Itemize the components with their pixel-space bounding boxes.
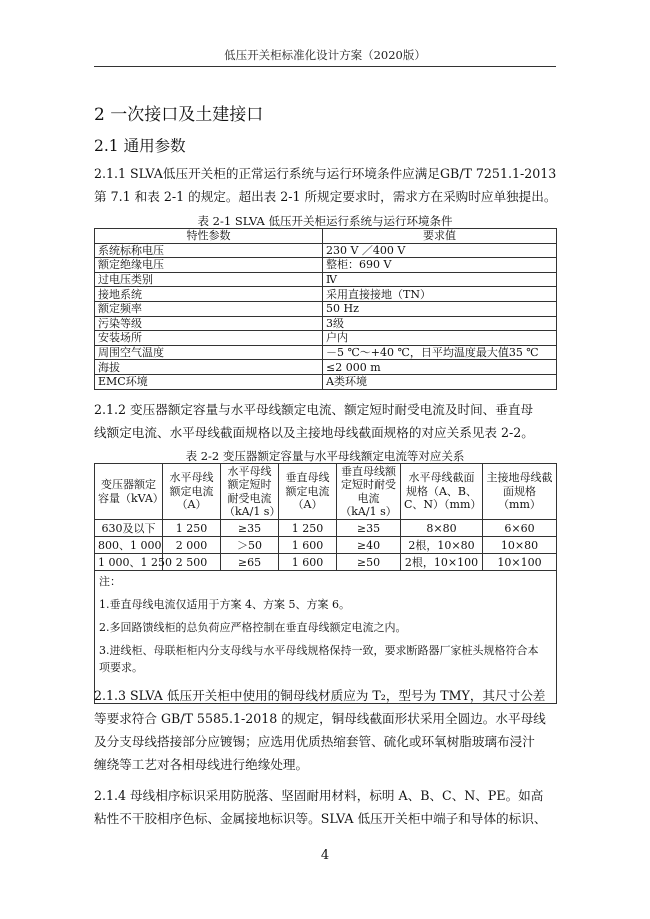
paragraph-line: 粘性不干胶相序色标、金属接地标识等。SLVA 低压开关柜中端子和导体的标识、 [94,811,547,826]
table-cell: 1 250 [279,520,337,537]
param-cell: 海拔 [95,360,323,375]
column-header: 水平母线截面规格（A、B、C、N）（mm） [401,464,483,520]
table-cell: 630及以下 [95,520,163,537]
table-cell: 800、1 000 [95,537,163,554]
table-cell: ＞50 [221,537,279,554]
table-cell: ≥40 [337,537,401,554]
table-row [95,272,557,287]
table-row [95,301,557,316]
running-header: 低压开关柜标准化设计方案（2020版） [224,48,426,62]
value-cell: 3级 [323,316,557,331]
table-cell: 2 000 [163,537,221,554]
paragraph-2-1-3 [94,684,556,776]
note-item: 3.进线柜、母联柜柜内分支母线与水平母线规格保持一致，要求断路器厂家桩头规格符合本 [99,644,539,657]
paragraph-line: 2.1.1 SLVA低压开关柜的正常运行系统与运行环境条件应满足GB/T 7251.1-2013 [94,166,557,181]
page-number: 4 [320,848,330,863]
table-cell: 2根，10×100 [401,554,483,571]
param-cell: EMC环境 [95,374,323,389]
table-row [95,554,557,571]
notes-label: 注： [99,575,121,588]
table2-caption: 表 2-2 变压器额定容量与水平母线额定电流等对应关系 [185,449,465,463]
param-cell: 系统标称电压 [95,243,323,258]
value-cell: 采用直接接地（TN） [323,287,557,302]
environment-table [94,228,557,390]
value-cell: 50 Hz [323,301,557,316]
paragraph-line: 2.1.3 SLVA 低压开关柜中使用的铜母线材质应为 T₂，型号为 TMY，其尺寸公差 [94,688,546,703]
column-header: 主接地母线截面规格（mm） [483,464,557,520]
value-cell: Ⅳ [323,272,557,287]
paragraph-line: 2.1.2 变压器额定容量与水平母线额定电流、额定短时耐受电流及时间、垂直母 [94,402,534,417]
column-header: 垂直母线额定电流（A） [279,464,337,520]
table-cell: 10×100 [483,554,557,571]
column-header: 要求值 [323,229,557,244]
table-row [95,520,557,537]
table-row [95,360,557,375]
table-header-row [95,464,557,520]
table-cell: 6×60 [483,520,557,537]
param-cell: 额定绝缘电压 [95,258,323,273]
column-header: 变压器额定容量（kVA） [95,464,163,520]
table-row [95,243,557,258]
paragraph-line: 等要求符合 GB/T 5585.1-2018 的规定，铜母线截面形状采用全圆边。水平母线 [94,711,546,726]
busbar-table [94,463,557,704]
column-header: 垂直母线额定短时耐受电流（kA/1 s） [337,464,401,520]
table-row [95,345,557,360]
paragraph-line: 2.1.4 母线相序标识采用防脱落、坚固耐用材料，标明 A、B、C、N、PE。如高 [94,788,544,803]
table1-caption: 表 2-1 SLVA 低压开关柜运行系统与运行环境条件 [197,214,453,228]
value-cell: ≤2 000 m [323,360,557,375]
param-cell: 周围空气温度 [95,345,323,360]
paragraph-2-1-4 [94,784,556,830]
paragraph-line: 缠绕等工艺对各相母线进行绝缘处理。 [94,757,309,772]
table-cell: ≥50 [337,554,401,571]
value-cell: 230 V ／400 V [323,243,557,258]
note-item: 项要求。 [99,661,143,674]
param-cell: 污染等级 [95,316,323,331]
value-cell: 户内 [323,331,557,346]
column-header: 水平母线额定电流（A） [163,464,221,520]
column-header: 水平母线额定短时耐受电流（kA/1 s） [221,464,279,520]
param-cell: 安装场所 [95,331,323,346]
param-cell: 接地系统 [95,287,323,302]
table-cell: 1 600 [279,554,337,571]
table-cell: 1 000、1 250 [95,554,163,571]
value-cell: －5 ℃～+40 ℃，日平均温度最大值35 ℃ [323,345,557,360]
table-cell: 1 250 [163,520,221,537]
table-row [95,287,557,302]
table-cell: ≥35 [221,520,279,537]
param-cell: 过电压类别 [95,272,323,287]
note-item: 1.垂直母线电流仅适用于方案 4、方案 5、方案 6。 [99,598,350,611]
param-cell: 额定频率 [95,301,323,316]
note-item: 2.多回路馈线柜的总负荷应严格控制在垂直母线额定电流之内。 [99,621,407,634]
section-heading: 2 一次接口及土建接口 [94,105,264,125]
table-cell: 10×80 [483,537,557,554]
table-cell: 1 600 [279,537,337,554]
column-header: 特性参数 [95,229,323,244]
table-cell: 2 500 [163,554,221,571]
table-header-row [95,229,557,244]
paragraph-line: 及分支母线搭接部分应镀锡；应选用优质热缩套管、硫化或环氧树脂玻璃布浸汁 [94,734,535,749]
table-row [95,374,557,389]
paragraph-line: 第 7.1 和表 2-1 的规定。超出表 2-1 所规定要求时，需求方在采购时应单独提出。 [94,189,557,204]
table-row [95,331,557,346]
paragraph-line: 线额定电流、水平母线截面规格以及主接地母线截面规格的对应关系见表 2-2。 [94,425,534,440]
table-cell: 2根，10×80 [401,537,483,554]
value-cell: A类环境 [323,374,557,389]
table-row [95,258,557,273]
table-row [95,316,557,331]
table-row [95,537,557,554]
paragraph-2-1-2 [94,398,556,444]
value-cell: 整柜：690 V [323,258,557,273]
subsection-heading: 2.1 通用参数 [94,137,186,155]
table-cell: ≥65 [221,554,279,571]
table-cell: ≥35 [337,520,401,537]
header-rule [94,66,556,67]
table-cell: 8×80 [401,520,483,537]
paragraph-2-1-1 [94,162,556,208]
